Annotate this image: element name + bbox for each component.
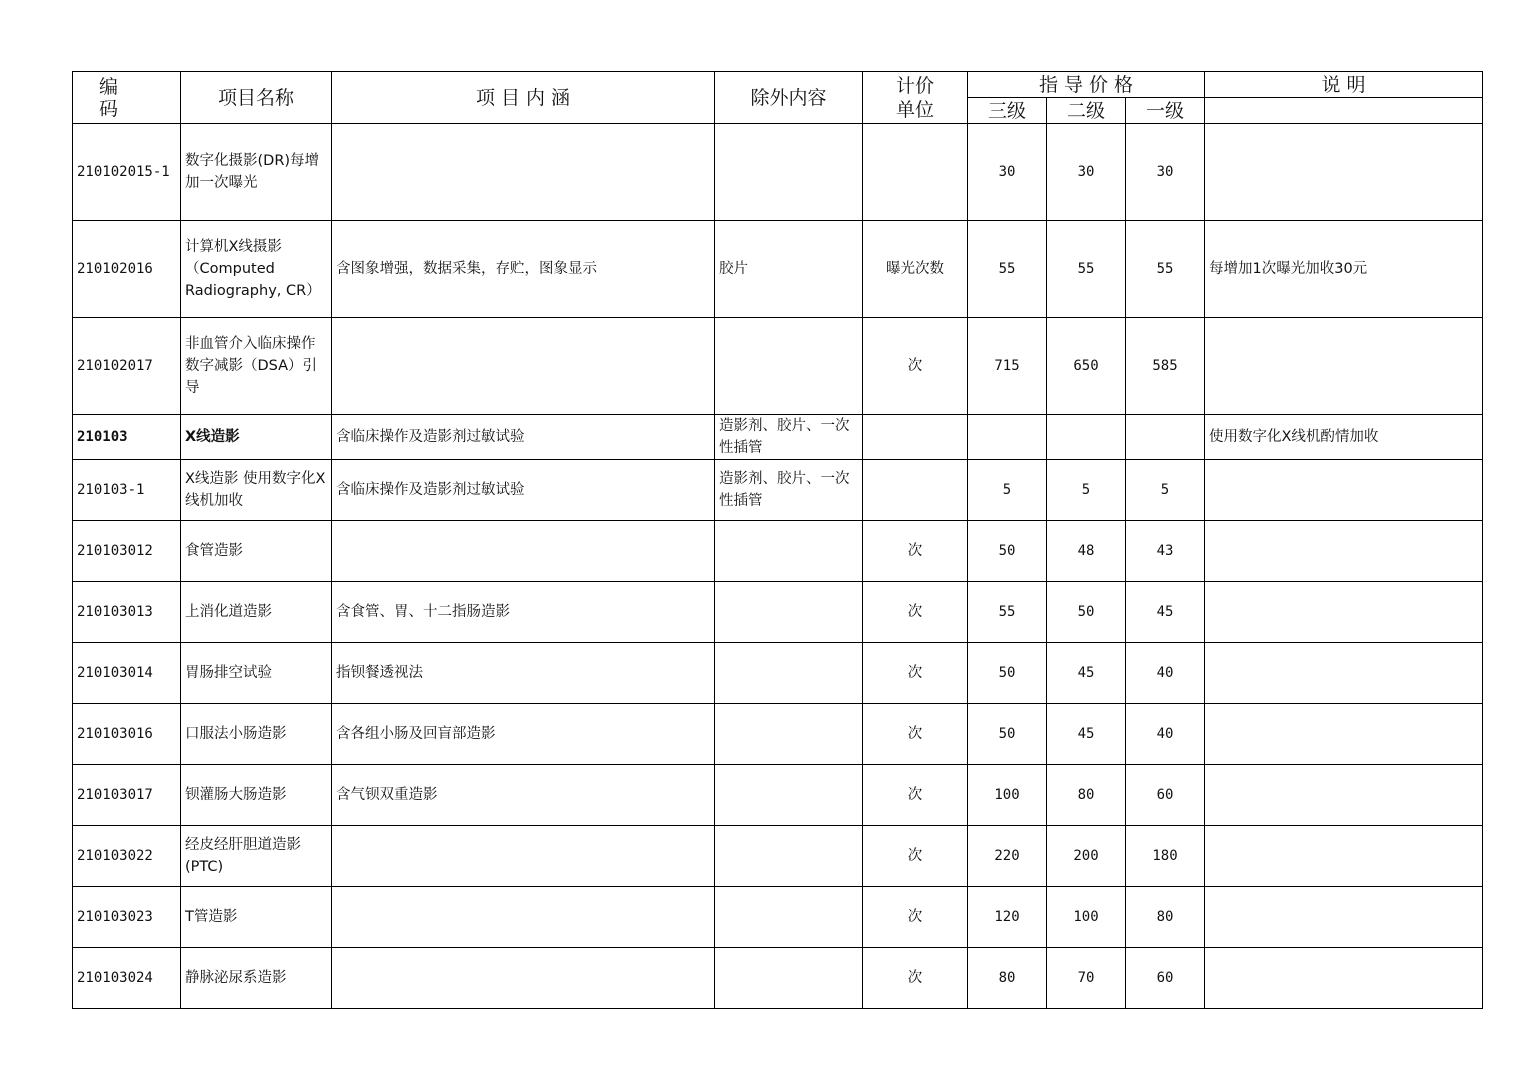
price-level2: 45 bbox=[1047, 704, 1126, 765]
table-row bbox=[73, 948, 1483, 1009]
item-content: 含临床操作及造影剂过敏试验 bbox=[332, 460, 715, 521]
item-note bbox=[1205, 826, 1483, 887]
item-excluded bbox=[715, 318, 863, 415]
item-content bbox=[332, 318, 715, 415]
price-level2: 55 bbox=[1047, 221, 1126, 318]
item-excluded bbox=[715, 124, 863, 221]
item-code: 210103016 bbox=[73, 704, 181, 765]
item-content: 含各组小肠及回盲部造影 bbox=[332, 704, 715, 765]
price-level1: 5 bbox=[1126, 460, 1205, 521]
item-code: 210103013 bbox=[73, 582, 181, 643]
item-content bbox=[332, 124, 715, 221]
item-content: 含食管、胃、十二指肠造影 bbox=[332, 582, 715, 643]
price-level2: 80 bbox=[1047, 765, 1126, 826]
item-name: 经皮经肝胆道造影(PTC) bbox=[181, 826, 332, 887]
table-row bbox=[73, 765, 1483, 826]
table-row bbox=[73, 415, 1483, 460]
item-name: 计算机X线摄影（Computed Radiography, CR） bbox=[181, 221, 332, 318]
item-excluded bbox=[715, 521, 863, 582]
item-note bbox=[1205, 318, 1483, 415]
table-row bbox=[73, 887, 1483, 948]
price-level3: 715 bbox=[968, 318, 1047, 415]
table-row bbox=[73, 460, 1483, 521]
item-note bbox=[1205, 643, 1483, 704]
item-excluded bbox=[715, 643, 863, 704]
price-level3: 55 bbox=[968, 221, 1047, 318]
item-note bbox=[1205, 765, 1483, 826]
header-name: 项目名称 bbox=[181, 72, 332, 124]
table-row bbox=[73, 221, 1483, 318]
item-content bbox=[332, 521, 715, 582]
item-code: 210103012 bbox=[73, 521, 181, 582]
item-code: 210103-1 bbox=[73, 460, 181, 521]
price-level1: 55 bbox=[1126, 221, 1205, 318]
price-level1: 45 bbox=[1126, 582, 1205, 643]
price-level1: 585 bbox=[1126, 318, 1205, 415]
item-code: 210102015-1 bbox=[73, 124, 181, 221]
item-excluded: 造影剂、胶片、一次性插管 bbox=[715, 460, 863, 521]
item-content: 含气钡双重造影 bbox=[332, 765, 715, 826]
price-level2: 100 bbox=[1047, 887, 1126, 948]
price-level2: 70 bbox=[1047, 948, 1126, 1009]
item-note bbox=[1205, 948, 1483, 1009]
item-note bbox=[1205, 582, 1483, 643]
price-level3: 5 bbox=[968, 460, 1047, 521]
price-level1: 40 bbox=[1126, 704, 1205, 765]
price-level3: 50 bbox=[968, 643, 1047, 704]
item-note bbox=[1205, 460, 1483, 521]
price-level3: 100 bbox=[968, 765, 1047, 826]
table-row bbox=[73, 521, 1483, 582]
price-level1: 30 bbox=[1126, 124, 1205, 221]
price-level3: 55 bbox=[968, 582, 1047, 643]
item-content: 含图象增强，数据采集，存贮，图象显示 bbox=[332, 221, 715, 318]
item-name: 非血管介入临床操作数字减影（DSA）引导 bbox=[181, 318, 332, 415]
item-excluded bbox=[715, 765, 863, 826]
item-note bbox=[1205, 704, 1483, 765]
item-content bbox=[332, 948, 715, 1009]
price-level1: 43 bbox=[1126, 521, 1205, 582]
price-level1: 60 bbox=[1126, 948, 1205, 1009]
item-name: 口服法小肠造影 bbox=[181, 704, 332, 765]
item-note: 每增加1次曝光加收30元 bbox=[1205, 221, 1483, 318]
price-level2: 5 bbox=[1047, 460, 1126, 521]
price-level3: 120 bbox=[968, 887, 1047, 948]
item-name: 数字化摄影(DR)每增加一次曝光 bbox=[181, 124, 332, 221]
item-code: 210103022 bbox=[73, 826, 181, 887]
item-note: 使用数字化X线机酌情加收 bbox=[1205, 415, 1483, 460]
price-level2: 30 bbox=[1047, 124, 1126, 221]
item-code: 210103024 bbox=[73, 948, 181, 1009]
price-level2: 650 bbox=[1047, 318, 1126, 415]
item-name: 食管造影 bbox=[181, 521, 332, 582]
table-row bbox=[73, 826, 1483, 887]
header-unit: 计价 单位 bbox=[863, 72, 968, 124]
price-level3: 220 bbox=[968, 826, 1047, 887]
item-unit: 次 bbox=[863, 318, 968, 415]
item-unit: 次 bbox=[863, 765, 968, 826]
table-body bbox=[73, 124, 1483, 1009]
price-level2 bbox=[1047, 415, 1126, 460]
item-content bbox=[332, 887, 715, 948]
item-note bbox=[1205, 887, 1483, 948]
table-row bbox=[73, 643, 1483, 704]
item-unit: 次 bbox=[863, 521, 968, 582]
item-code: 210103023 bbox=[73, 887, 181, 948]
price-level2: 48 bbox=[1047, 521, 1126, 582]
table-row bbox=[73, 704, 1483, 765]
item-content bbox=[332, 826, 715, 887]
item-name: X线造影 bbox=[181, 415, 332, 460]
table-row bbox=[73, 124, 1483, 221]
header-level1: 一级 bbox=[1126, 98, 1205, 124]
item-unit: 次 bbox=[863, 704, 968, 765]
price-level3: 50 bbox=[968, 521, 1047, 582]
price-level3 bbox=[968, 415, 1047, 460]
item-name: T管造影 bbox=[181, 887, 332, 948]
header-excluded: 除外内容 bbox=[715, 72, 863, 124]
item-unit bbox=[863, 415, 968, 460]
header-level3: 三级 bbox=[968, 98, 1047, 124]
price-level1: 80 bbox=[1126, 887, 1205, 948]
header-note: 说 明 bbox=[1205, 72, 1483, 98]
item-code: 210103017 bbox=[73, 765, 181, 826]
item-excluded bbox=[715, 582, 863, 643]
item-name: 钡灌肠大肠造影 bbox=[181, 765, 332, 826]
price-level1: 60 bbox=[1126, 765, 1205, 826]
price-table bbox=[72, 71, 1483, 1009]
item-content: 指钡餐透视法 bbox=[332, 643, 715, 704]
item-unit: 次 bbox=[863, 582, 968, 643]
price-level2: 200 bbox=[1047, 826, 1126, 887]
header-note-blank bbox=[1205, 98, 1483, 124]
item-unit: 次 bbox=[863, 887, 968, 948]
item-unit bbox=[863, 460, 968, 521]
price-level1: 180 bbox=[1126, 826, 1205, 887]
price-level1: 40 bbox=[1126, 643, 1205, 704]
item-unit bbox=[863, 124, 968, 221]
item-unit: 次 bbox=[863, 948, 968, 1009]
table-row bbox=[73, 582, 1483, 643]
item-code: 210103 bbox=[73, 415, 181, 460]
header-price-group: 指 导 价 格 bbox=[968, 72, 1205, 98]
item-name: 上消化道造影 bbox=[181, 582, 332, 643]
header-content: 项 目 内 涵 bbox=[332, 72, 715, 124]
item-unit: 次 bbox=[863, 643, 968, 704]
item-note bbox=[1205, 124, 1483, 221]
price-level2: 45 bbox=[1047, 643, 1126, 704]
item-note bbox=[1205, 521, 1483, 582]
item-excluded bbox=[715, 948, 863, 1009]
item-excluded bbox=[715, 887, 863, 948]
header-level2: 二级 bbox=[1047, 98, 1126, 124]
item-name: 胃肠排空试验 bbox=[181, 643, 332, 704]
price-level3: 50 bbox=[968, 704, 1047, 765]
item-excluded bbox=[715, 826, 863, 887]
item-name: 静脉泌尿系造影 bbox=[181, 948, 332, 1009]
item-name: X线造影 使用数字化X线机加收 bbox=[181, 460, 332, 521]
price-level3: 80 bbox=[968, 948, 1047, 1009]
price-level2: 50 bbox=[1047, 582, 1126, 643]
item-content: 含临床操作及造影剂过敏试验 bbox=[332, 415, 715, 460]
item-code: 210102016 bbox=[73, 221, 181, 318]
item-unit: 次 bbox=[863, 826, 968, 887]
item-code: 210103014 bbox=[73, 643, 181, 704]
table-row bbox=[73, 318, 1483, 415]
item-unit: 曝光次数 bbox=[863, 221, 968, 318]
price-level3: 30 bbox=[968, 124, 1047, 221]
item-excluded: 胶片 bbox=[715, 221, 863, 318]
price-level1 bbox=[1126, 415, 1205, 460]
item-excluded bbox=[715, 704, 863, 765]
item-excluded: 造影剂、胶片、一次性插管 bbox=[715, 415, 863, 460]
header-code: 编 码 bbox=[73, 72, 181, 124]
item-code: 210102017 bbox=[73, 318, 181, 415]
